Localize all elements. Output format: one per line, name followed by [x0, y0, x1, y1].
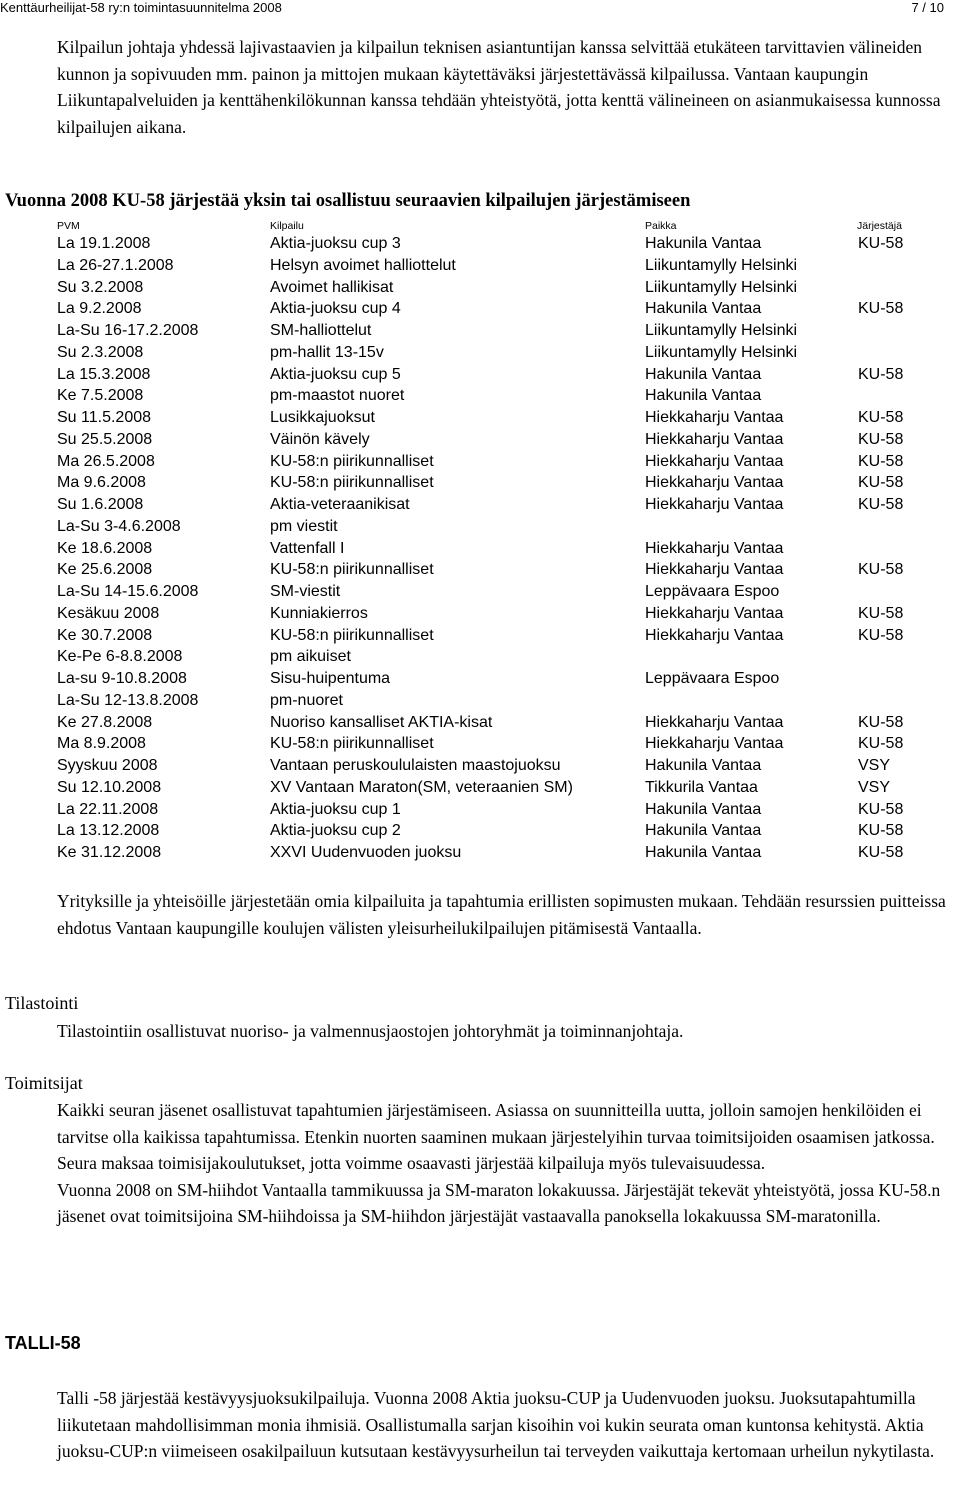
row-date: La 15.3.2008	[57, 365, 151, 383]
row-date: La-Su 16-17.2.2008	[57, 322, 199, 339]
row-competition: pm-hallit 13-15v	[270, 343, 384, 361]
table-row	[0, 516, 960, 538]
row-date: Syyskuu 2008	[57, 757, 158, 774]
row-place: Hiekkaharju Vantaa	[645, 409, 784, 426]
row-competition: Nuoriso kansalliset AKTIA-kisat	[270, 713, 493, 731]
row-place: Leppävaara Espoo	[645, 670, 780, 687]
table-row	[0, 320, 960, 342]
table-row	[0, 820, 960, 842]
row-date: Ke 7.5.2008	[57, 387, 144, 405]
row-date: Ke 18.6.2008	[57, 539, 153, 557]
row-competition: pm aikuiset	[270, 648, 351, 666]
table-row	[0, 733, 960, 755]
table-row	[0, 712, 960, 734]
row-date: Su 2.3.2008	[57, 343, 144, 361]
row-competition: pm viestit	[270, 517, 338, 535]
row-organizer: KU-58	[858, 235, 904, 252]
row-date: Su 1.6.2008	[57, 496, 144, 513]
row-place: Hakunila Vantaa	[645, 387, 762, 405]
row-place: Liikuntamylly Helsinki	[645, 278, 798, 296]
row-place: Hiekkaharju Vantaa	[645, 735, 784, 753]
table-row	[0, 538, 960, 560]
row-place: Tikkurila Vantaa	[645, 778, 758, 796]
row-date: La-Su 3-4.6.2008	[57, 517, 181, 535]
row-organizer: KU-58	[858, 452, 904, 470]
table-row	[0, 342, 960, 364]
table-row	[0, 755, 960, 777]
row-date: La 9.2.2008	[57, 300, 142, 318]
row-organizer: KU-58	[858, 822, 904, 840]
toimitsijat-text	[57, 1097, 960, 1230]
column-header-competition: Kilpailu	[270, 220, 304, 232]
row-place: Hakunila Vantaa	[645, 757, 762, 774]
row-date: La 13.12.2008	[57, 822, 160, 840]
row-place: Hiekkaharju Vantaa	[645, 496, 784, 513]
row-competition: Avoimet hallikisat	[270, 278, 394, 296]
row-place: Hiekkaharju Vantaa	[645, 626, 784, 644]
row-place: Liikuntamylly Helsinki	[645, 322, 798, 339]
table-row	[0, 799, 960, 821]
companies-paragraph: Yrityksille ja yhteisöille järjestetään omia kilpailuita ja tapahtumia erillisten sopimusten mukaan. Tehdään resurssien puitteissa ehdotus Vantaan kaupungille koulujen välisten yleisurheilukilpailujen pitämisestä Vantaalla.	[57, 891, 946, 938]
competitions-table	[0, 233, 960, 864]
tilastointi-heading: Tilastointi	[5, 993, 79, 1013]
toimitsijat-paragraph-1: Kaikki seuran jäsenet osallistuvat tapahtumien järjestämiseen. Asiassa on suunnitteilla uutta, jolloin samojen henkilöiden ei tarvitse olla kaikissa tapahtumissa. Etenkin nuorten saaminen mukaan järjestelyihin turvaa toimitsijoiden osaamisen jatkossa.	[57, 1100, 935, 1147]
table-row	[0, 581, 960, 603]
row-competition: Väinön kävely	[270, 430, 370, 448]
competitions-title: Vuonna 2008 KU-58 järjestää yksin tai osallistuu seuraavien kilpailujen järjestämiseen	[5, 191, 691, 211]
tilastointi-text: Tilastointiin osallistuvat nuoriso- ja valmennusjaostojen johtoryhmät ja toiminnanjohtaja.	[57, 1021, 684, 1041]
row-date: Ke 25.6.2008	[57, 561, 153, 579]
row-organizer: KU-58	[858, 409, 904, 426]
row-date: La 26-27.1.2008	[57, 256, 174, 274]
row-date: Ke-Pe 6-8.8.2008	[57, 648, 183, 666]
row-date: Ma 26.5.2008	[57, 452, 155, 470]
table-row	[0, 494, 960, 516]
row-date: Ke 27.8.2008	[57, 713, 153, 731]
row-place: Hakunila Vantaa	[645, 844, 762, 861]
row-date: La-su 9-10.8.2008	[57, 670, 187, 687]
table-row	[0, 690, 960, 712]
table-row	[0, 233, 960, 255]
row-date: Su 12.10.2008	[57, 778, 162, 796]
row-competition: pm-nuoret	[270, 691, 343, 709]
column-header-date: PVM	[57, 220, 80, 232]
table-row	[0, 603, 960, 625]
page-number: 7 / 10	[911, 0, 944, 15]
page-header	[0, 0, 960, 24]
table-row	[0, 451, 960, 473]
row-place: Hiekkaharju Vantaa	[645, 539, 784, 557]
row-date: Su 11.5.2008	[57, 409, 152, 426]
row-organizer: KU-58	[858, 430, 904, 448]
table-row	[0, 777, 960, 799]
row-competition: SM-viestit	[270, 583, 341, 600]
row-place: Liikuntamylly Helsinki	[645, 343, 798, 361]
row-competition: KU-58:n piirikunnalliset	[270, 474, 434, 492]
row-place: Hakunila Vantaa	[645, 365, 762, 383]
row-organizer: KU-58	[858, 496, 904, 513]
toimitsijat-heading: Toimitsijat	[5, 1073, 83, 1093]
row-place: Hakunila Vantaa	[645, 300, 762, 318]
row-place: Hiekkaharju Vantaa	[645, 452, 784, 470]
row-competition: Helsyn avoimet halliottelut	[270, 256, 456, 274]
table-row	[0, 842, 960, 864]
row-organizer: KU-58	[858, 735, 904, 753]
row-organizer: KU-58	[858, 713, 904, 731]
row-place: Liikuntamylly Helsinki	[645, 256, 798, 274]
talli-text: Talli -58 järjestää kestävyysjuoksukilpailuja. Vuonna 2008 Aktia juoksu-CUP ja Uudenvuoden juoksu. Juoksutapahtumilla liikutetaan mahdollisimman monia ihmisiä. Osallistumalla sarjan kisoihin voi kukin seurata oman kuntonsa kehitystä. Aktia juoksu-CUP:n viimeiseen osakilpailuun kutsutaan kestävyysurheilun tai terveyden vaikuttaja kertomaan urheilun nykytilasta.	[57, 1388, 935, 1461]
table-row	[0, 298, 960, 320]
row-place: Hiekkaharju Vantaa	[645, 561, 784, 579]
column-header-organizer: Järjestäjä	[857, 220, 902, 232]
table-row	[0, 429, 960, 451]
row-date: Ma 8.9.2008	[57, 735, 146, 753]
row-date: Ke 31.12.2008	[57, 844, 162, 861]
table-row	[0, 364, 960, 386]
row-competition: Vantaan peruskoululaisten maastojuoksu	[270, 757, 561, 774]
row-organizer: VSY	[858, 757, 891, 774]
row-competition: XV Vantaan Maraton(SM, veteraanien SM)	[270, 778, 573, 796]
row-place: Hiekkaharju Vantaa	[645, 713, 784, 731]
row-competition: pm-maastot nuoret	[270, 387, 405, 405]
row-date: Su 3.2.2008	[57, 278, 144, 296]
table-row	[0, 255, 960, 277]
column-header-place: Paikka	[645, 220, 677, 232]
row-date: La-Su 12-13.8.2008	[57, 691, 199, 709]
row-organizer: KU-58	[858, 365, 904, 383]
row-place: Hiekkaharju Vantaa	[645, 604, 784, 622]
table-row	[0, 559, 960, 581]
row-organizer: VSY	[858, 778, 891, 796]
row-place: Hakunila Vantaa	[645, 235, 762, 252]
row-place: Leppävaara Espoo	[645, 583, 780, 600]
row-competition: Kunniakierros	[270, 604, 368, 622]
table-row	[0, 407, 960, 429]
row-competition: Lusikkajuoksut	[270, 409, 375, 426]
row-date: Ke 30.7.2008	[57, 626, 153, 644]
table-row	[0, 277, 960, 299]
row-competition: Aktia-juoksu cup 5	[270, 365, 401, 383]
table-row	[0, 646, 960, 668]
row-organizer: KU-58	[858, 474, 904, 492]
row-competition: Sisu-huipentuma	[270, 670, 391, 687]
row-date: La 22.11.2008	[57, 800, 159, 818]
row-competition: KU-58:n piirikunnalliset	[270, 452, 434, 470]
row-competition: XXVI Uudenvuoden juoksu	[270, 844, 462, 861]
row-organizer: KU-58	[858, 300, 904, 318]
table-row	[0, 625, 960, 647]
document-title: Kenttäurheilijat-58 ry:n toimintasuunnitelma 2008	[0, 0, 282, 15]
row-date: Su 25.5.2008	[57, 430, 153, 448]
row-organizer: KU-58	[858, 800, 904, 818]
row-organizer: KU-58	[858, 844, 904, 861]
intro-paragraph: Kilpailun johtaja yhdessä lajivastaavien ja kilpailun teknisen asiantuntijan kanssa selvittää etukäteen tarvittavien välineiden kunnon ja sopivuuden mm. painon ja mittojen mukaan käytettäväksi järjestettävässä kilpailussa. Vantaan kaupungin Liikuntapalveluiden ja kenttähenkilökunnan kanssa tehdään yhteistyötä, jotta kenttä välineineen on asianmukaisessa kunnossa kilpailujen aikana.	[57, 37, 941, 137]
row-competition: SM-halliottelut	[270, 322, 372, 339]
row-place: Hakunila Vantaa	[645, 822, 762, 840]
row-competition: KU-58:n piirikunnalliset	[270, 626, 434, 644]
table-row	[0, 472, 960, 494]
row-organizer: KU-58	[858, 626, 904, 644]
row-competition: Aktia-juoksu cup 1	[270, 800, 401, 818]
row-date: Kesäkuu 2008	[57, 604, 160, 622]
row-organizer: KU-58	[858, 604, 904, 622]
row-competition: Aktia-juoksu cup 4	[270, 300, 401, 318]
row-competition: Aktia-juoksu cup 2	[270, 822, 401, 840]
table-row	[0, 385, 960, 407]
row-place: Hiekkaharju Vantaa	[645, 474, 784, 492]
table-row	[0, 668, 960, 690]
row-place: Hakunila Vantaa	[645, 800, 762, 818]
row-competition: Vattenfall I	[270, 539, 345, 557]
row-date: La-Su 14-15.6.2008	[57, 583, 199, 600]
toimitsijat-paragraph-2: Seura maksaa toimisijakoulutukset, jotta voimme osaavasti järjestää kilpailuja myös tulevaisuudessa.	[57, 1153, 766, 1173]
row-competition: KU-58:n piirikunnalliset	[270, 561, 434, 579]
row-competition: KU-58:n piirikunnalliset	[270, 735, 434, 753]
toimitsijat-paragraph-3: Vuonna 2008 on SM-hiihdot Vantaalla tammikuussa ja SM-maraton lokakuussa. Järjestäjät tekevät yhteistyötä, jossa KU-58.n jäsenet ovat toimitsijoina SM-hiihdoissa ja SM-hiihdon järjestäjät vastaavalla panoksella lokakuussa SM-maratonilla.	[57, 1179, 941, 1226]
row-organizer: KU-58	[858, 561, 904, 579]
row-competition: Aktia-juoksu cup 3	[270, 235, 401, 252]
talli-heading: TALLI-58	[5, 1333, 81, 1353]
row-date: Ma 9.6.2008	[57, 474, 146, 492]
row-place: Hiekkaharju Vantaa	[645, 430, 784, 448]
row-date: La 19.1.2008	[57, 235, 151, 252]
row-competition: Aktia-veteraanikisat	[270, 496, 410, 513]
table-header	[0, 220, 960, 234]
